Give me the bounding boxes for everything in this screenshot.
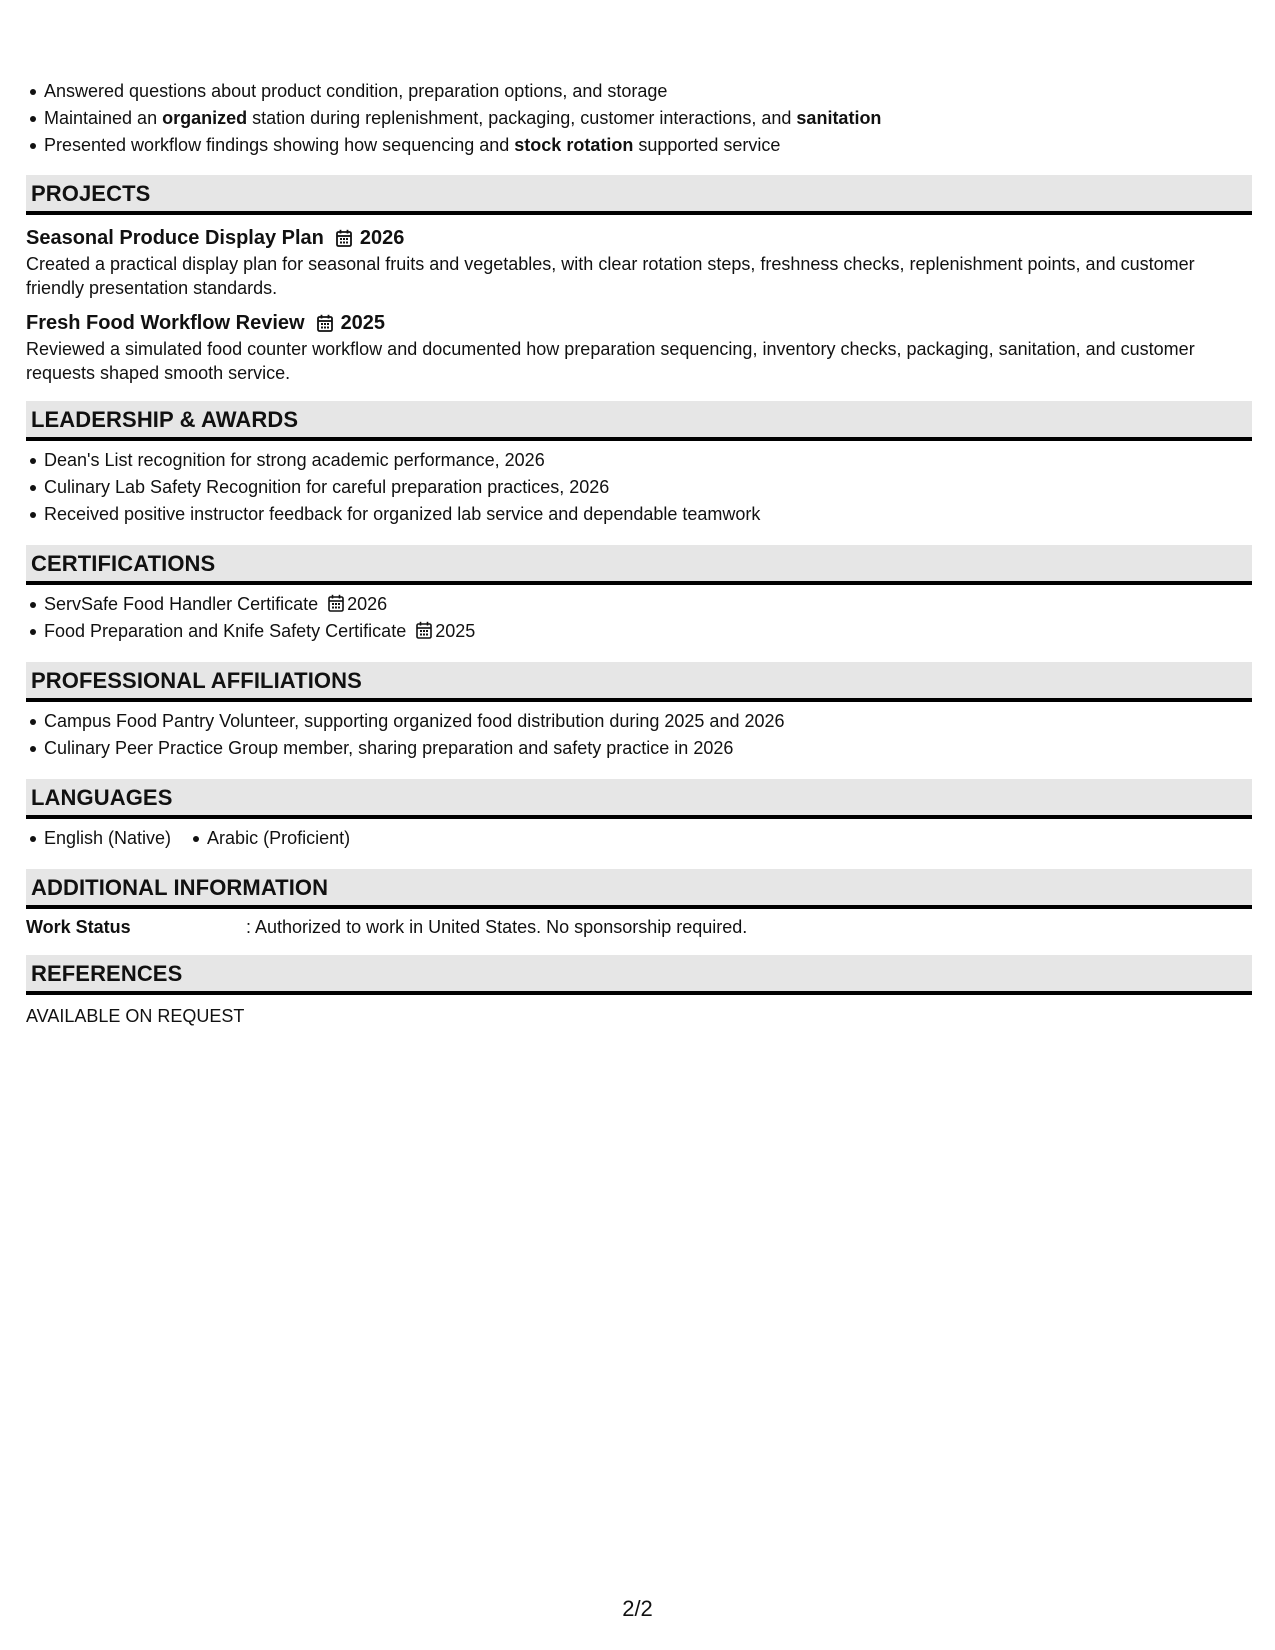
section-title: REFERENCES	[31, 961, 183, 986]
section-header-leadership	[26, 401, 1252, 441]
project-description: Reviewed a simulated food counter workflow and documented how preparation sequencing, inventory checks, packaging, sanitation, and customer requests shaped smooth service.	[26, 339, 1195, 383]
bullet-text: supported service	[633, 135, 781, 155]
list-item	[44, 591, 1252, 618]
work-status-value: : Authorized to work in United States. No sponsorship required.	[246, 917, 748, 937]
bullet-text: Answered questions about product condition, preparation options, and storage	[44, 81, 668, 101]
bullet-text: Presented workflow findings showing how sequencing and	[44, 135, 515, 155]
list-item: Dean's List recognition for strong academic performance, 2026	[44, 447, 1252, 474]
leadership-list	[26, 447, 1252, 528]
section-header-references	[26, 955, 1252, 995]
bullet-bold-text: sanitation	[796, 108, 882, 128]
section-title: PROFESSIONAL AFFILIATIONS	[31, 668, 362, 693]
section-title: LEADERSHIP & AWARDS	[31, 407, 299, 432]
experience-bullet-3	[44, 132, 1252, 159]
project-item	[26, 309, 1252, 385]
section-title: PROJECTS	[31, 181, 151, 206]
section-header-affiliations	[26, 662, 1252, 702]
bullet-bold-text: stock rotation	[514, 135, 634, 155]
experience-bullets	[26, 78, 1252, 159]
section-header-additional-info	[26, 869, 1252, 909]
project-title: Fresh Food Workflow Review	[26, 312, 305, 334]
bullet-bold-text: organized	[162, 108, 248, 128]
certification-year: 2026	[347, 594, 388, 614]
list-item	[44, 618, 1252, 645]
work-status-label: Work Status	[26, 917, 131, 937]
project-title-row	[26, 224, 1252, 252]
experience-bullet-2	[44, 105, 1252, 132]
calendar-icon	[317, 314, 333, 332]
language-item: Arabic (Proficient)	[207, 825, 350, 852]
list-item: Culinary Lab Safety Recognition for careful preparation practices, 2026	[44, 474, 1252, 501]
work-status-row	[26, 915, 1252, 939]
calendar-icon	[416, 621, 432, 639]
bullet-text: station during replenishment, packaging, customer interactions, and	[247, 108, 797, 128]
section-header-certifications	[26, 545, 1252, 585]
project-year: 2025	[340, 312, 386, 334]
section-title: ADDITIONAL INFORMATION	[31, 875, 329, 900]
certification-name: ServSafe Food Handler Certificate	[44, 594, 319, 614]
calendar-icon	[336, 229, 352, 247]
list-item: Culinary Peer Practice Group member, sharing preparation and safety practice in 2026	[44, 735, 1252, 762]
language-item: English (Native)	[44, 825, 171, 852]
list-item: Campus Food Pantry Volunteer, supporting organized food distribution during 2025 and 2026	[44, 708, 1252, 735]
certification-name: Food Preparation and Knife Safety Certificate	[44, 621, 407, 641]
project-title-row	[26, 309, 1252, 337]
section-title: CERTIFICATIONS	[31, 551, 216, 576]
languages-list	[26, 825, 1252, 852]
affiliations-list	[26, 708, 1252, 762]
project-year: 2026	[359, 227, 405, 249]
section-title: LANGUAGES	[31, 785, 173, 810]
list-item: Received positive instructor feedback for organized lab service and dependable teamwork	[44, 501, 1252, 528]
project-title: Seasonal Produce Display Plan	[26, 227, 324, 249]
project-description: Created a practical display plan for seasonal fruits and vegetables, with clear rotation steps, freshness checks, replenishment points, and customer friendly presentation standards.	[26, 254, 1195, 298]
project-item	[26, 224, 1252, 300]
calendar-icon	[328, 594, 344, 612]
references-text: AVAILABLE ON REQUEST	[26, 1006, 245, 1026]
bullet-text: Maintained an	[44, 108, 163, 128]
section-header-languages	[26, 779, 1252, 819]
page-number: 2/2	[622, 1596, 653, 1621]
section-header-projects	[26, 175, 1252, 215]
experience-bullet-1	[44, 78, 1252, 105]
resume-page	[26, 78, 1252, 1028]
certification-year: 2025	[435, 621, 476, 641]
certifications-list	[26, 591, 1252, 645]
